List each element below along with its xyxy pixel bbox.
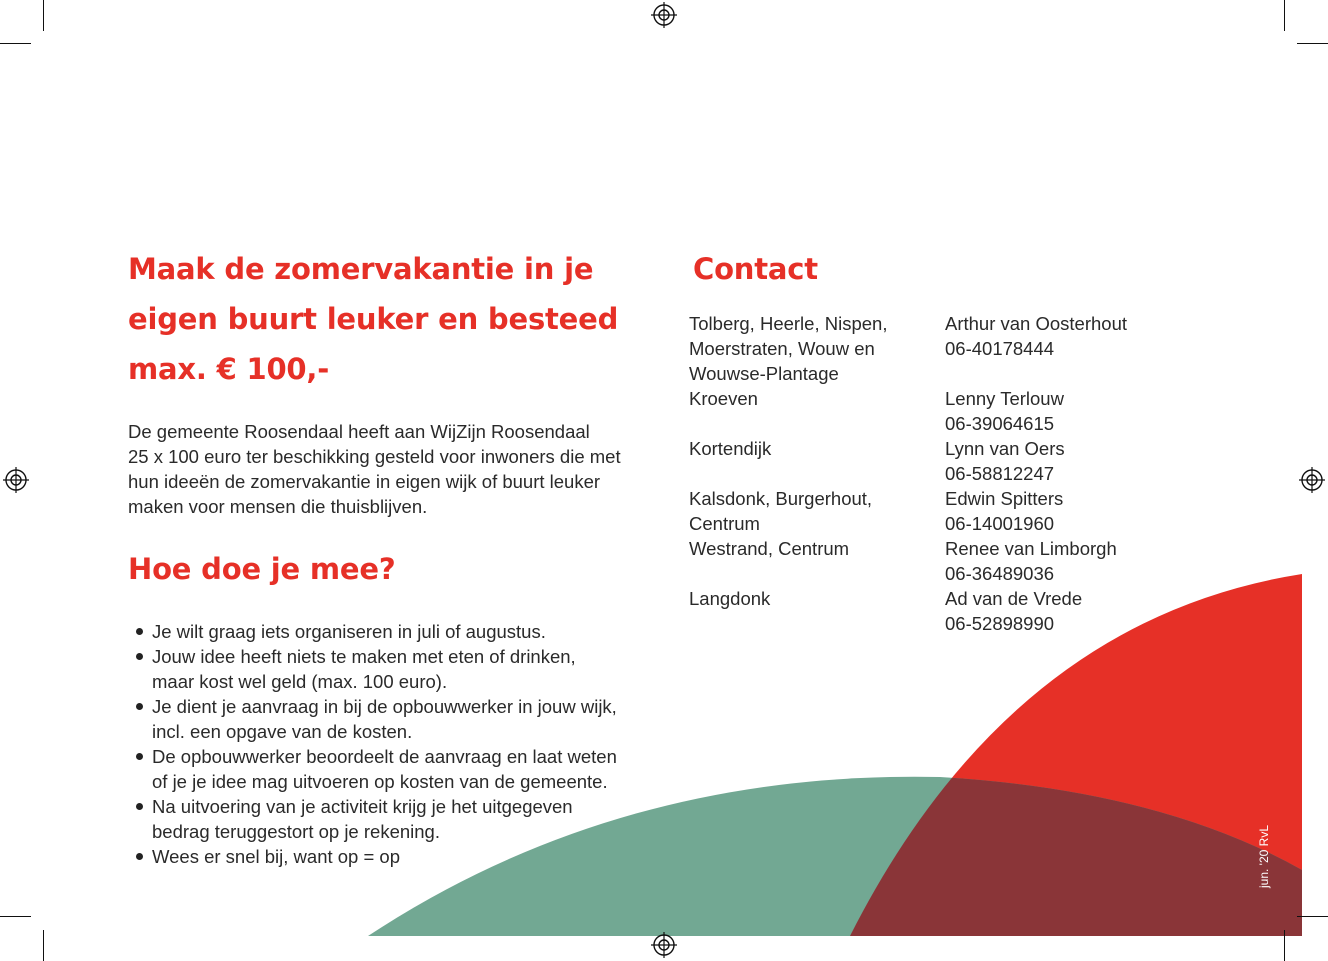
how-title: Hoe doe je mee? [128,552,396,586]
area-line: Wouwse-Plantage [689,363,839,384]
step-text: Wees er snel bij, want op = op [152,846,401,867]
area-line: Moerstraten, Wouw en [689,338,875,359]
area-line: Kroeven [689,388,758,409]
person-line: Arthur van Oosterhout [945,313,1128,334]
intro-line: 25 x 100 euro ter beschikking gesteld voor inwoners die met [128,446,621,467]
step-text: De opbouwwerker beoordeelt de aanvraag en laat weten [152,746,617,767]
person-line: Ad van de Vrede [945,588,1083,609]
person-line [945,361,1205,386]
crop-mark [1297,916,1328,917]
step-text: Je dient je aanvraag in bij de opbouwwerker in jouw wijk, [152,696,617,717]
step-text: of je je idee mag uitvoeren op kosten van de gemeente. [152,771,608,792]
person-line: 06-52898990 [945,613,1055,634]
step-text: bedrag teruggestort op je rekening. [152,821,440,842]
crop-mark [43,930,44,961]
list-item [128,744,648,794]
person-line: 06-58812247 [945,463,1055,484]
footer-note: jun. '20 RvL [1257,825,1271,888]
crop-mark [0,43,31,44]
intro-line: hun ideeën de zomervakantie in eigen wijk of buurt leuker [128,471,601,492]
area-line [689,561,929,586]
step-text: incl. een opgave van de kosten. [152,721,413,742]
registration-mark-icon [1299,467,1325,493]
person-line: 06-40178444 [945,338,1055,359]
bullet-icon [136,753,143,760]
crop-mark [1284,0,1285,31]
step-text: Na uitvoering van je activiteit krijg je het uitgegeven [152,796,573,817]
area-line: Kortendijk [689,438,772,459]
step-text: Jouw idee heeft niets te maken met eten of drinken, [152,646,576,667]
list-item [128,644,648,694]
list-item [128,794,648,844]
person-line: 06-36489036 [945,563,1055,584]
steps-list [128,619,648,869]
contact-areas [689,311,929,611]
area-line: Centrum [689,513,760,534]
area-line [689,461,929,486]
person-line: Lynn van Oers [945,438,1065,459]
person-line: Lenny Terlouw [945,388,1064,409]
area-line: Tolberg, Heerle, Nispen, [689,313,888,334]
main-title-line: Maak de zomervakantie in je [128,252,594,286]
bullet-icon [136,653,143,660]
contact-title: Contact [693,252,818,286]
list-item [128,619,648,644]
intro-line: maken voor mensen die thuisblijven. [128,496,428,517]
person-line: Edwin Spitters [945,488,1064,509]
area-line: Westrand, Centrum [689,538,850,559]
contact-persons [945,311,1205,636]
bullet-icon [136,853,143,860]
main-title-line: max. € 100,- [128,352,330,386]
registration-mark-icon [651,2,677,28]
step-text: maar kost wel geld (max. 100 euro). [152,671,448,692]
crop-mark [1284,930,1285,961]
crop-mark [43,0,44,31]
person-line: Renee van Limborgh [945,538,1117,559]
area-line: Kalsdonk, Burgerhout, [689,488,873,509]
step-text: Je wilt graag iets organiseren in juli of augustus. [152,621,546,642]
person-line: 06-14001960 [945,513,1055,534]
bullet-icon [136,703,143,710]
main-title [128,244,648,394]
main-title-line: eigen buurt leuker en besteed [128,302,619,336]
registration-mark-icon [651,932,677,958]
crop-mark [0,916,31,917]
bullet-icon [136,628,143,635]
person-line: 06-39064615 [945,413,1055,434]
bullet-icon [136,803,143,810]
area-line [689,411,929,436]
intro-paragraph [128,419,648,519]
area-line: Langdonk [689,588,771,609]
list-item [128,694,648,744]
crop-mark [1297,43,1328,44]
registration-mark-icon [3,467,29,493]
intro-line: De gemeente Roosendaal heeft aan WijZijn Roosendaal [128,421,590,442]
list-item [128,844,648,869]
